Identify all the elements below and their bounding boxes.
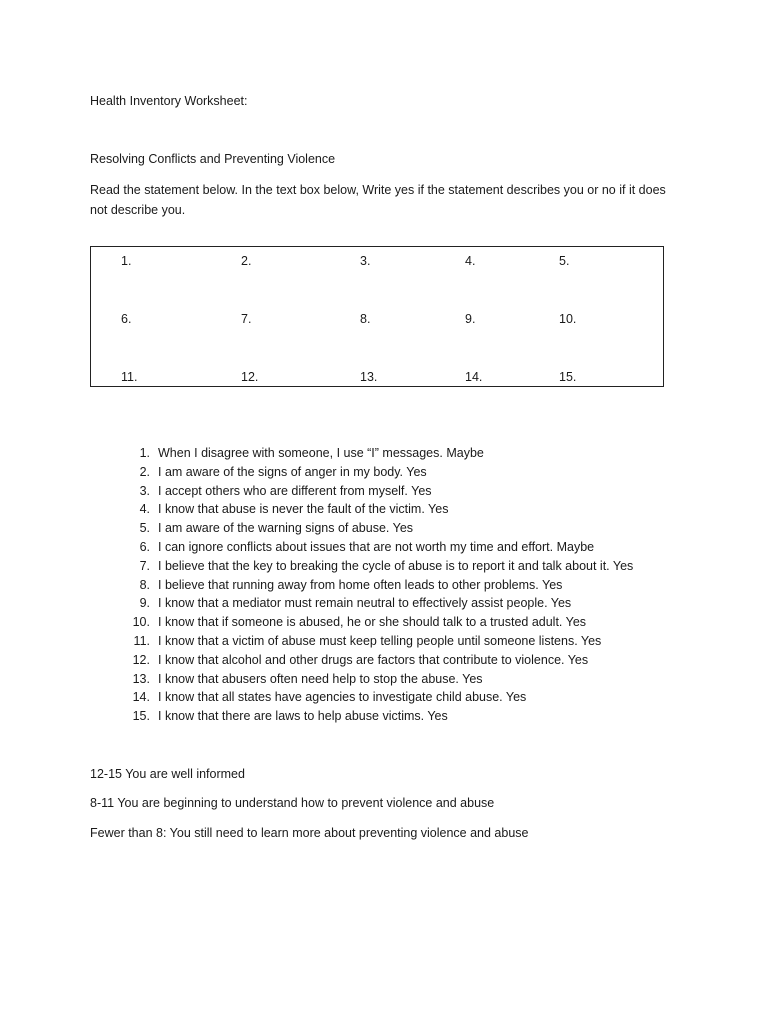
statement-number: 2. [139,464,150,479]
statement-item [130,576,633,595]
worksheet-title: Health Inventory Worksheet: [90,94,248,108]
statement-number: 13. [132,671,150,686]
statement-number: 5. [139,521,150,536]
statement-item [130,519,633,538]
statement-number: 8. [139,577,150,592]
statement-text: I am aware of the signs of anger in my body. Yes [158,464,427,479]
statement-item [130,500,633,519]
answer-slot-label: 14. [465,370,483,384]
instructions-paragraph: Read the statement below. In the text box below, Write yes if the statement describes you or no if it does not describe you. [90,183,666,217]
statement-text: I believe that the key to breaking the cycle of abuse is to report it and talk about it. Yes [158,558,634,573]
statement-item [130,557,633,576]
statement-item [130,538,633,557]
answer-slot-label: 8. [360,312,371,326]
answer-slot-label: 13. [360,370,378,384]
answer-slot-label: 3. [360,254,371,268]
statement-item [130,651,633,670]
score-range-mid: 8-11 You are beginning to understand how to prevent violence and abuse [90,796,495,810]
statement-number: 14. [132,690,150,705]
answer-slot-label: 4. [465,254,476,268]
statement-number: 10. [132,615,150,630]
statement-text: I know that abusers often need help to stop the abuse. Yes [158,671,483,686]
answer-slot-label: 15. [559,370,577,384]
statement-text: I know that alcohol and other drugs are factors that contribute to violence. Yes [158,652,589,667]
statement-item [130,670,633,689]
statement-item [130,707,633,726]
statement-number: 15. [132,709,150,724]
statement-number: 4. [139,502,150,517]
statement-item [130,463,633,482]
statement-text: I know that a mediator must remain neutral to effectively assist people. Yes [158,596,572,611]
answer-slot-label: 6. [121,312,132,326]
answer-text-box[interactable] [90,246,664,387]
statement-number: 11. [133,633,150,648]
statement-number: 7. [139,558,150,573]
statement-item [130,594,633,613]
statement-text: I accept others who are different from myself. Yes [158,483,432,498]
statement-number: 3. [139,483,150,498]
statement-text: I know that all states have agencies to investigate child abuse. Yes [158,690,527,705]
answer-slot-label: 10. [559,312,577,326]
statement-text: I know that there are laws to help abuse victims. Yes [158,709,448,724]
answer-slot-label: 7. [241,312,252,326]
answer-slot-label: 2. [241,254,252,268]
statement-text: I am aware of the warning signs of abuse. Yes [158,521,414,536]
statement-number: 6. [139,539,150,554]
statement-item [130,632,633,651]
statement-number: 12. [132,652,150,667]
answer-slot-label: 12. [241,370,259,384]
statement-item [130,482,633,501]
statement-text: I know that if someone is abused, he or she should talk to a trusted adult. Yes [158,615,587,630]
statement-text: When I disagree with someone, I use “I” messages. Maybe [158,446,484,460]
statement-text: I believe that running away from home often leads to other problems. Yes [158,577,563,592]
answer-slot-label: 9. [465,312,476,326]
statement-item [130,613,633,632]
score-range-high: 12-15 You are well informed [90,767,245,781]
statement-number: 1. [139,446,150,460]
answer-slot-label: 5. [559,254,570,268]
statement-text: I can ignore conflicts about issues that are not worth my time and effort. Maybe [158,539,595,554]
statement-text: I know that a victim of abuse must keep telling people until someone listens. Yes [158,633,602,648]
statement-item [130,688,633,707]
statement-number: 9. [139,596,150,611]
statement-list [130,444,633,726]
answer-slot-label: 1. [121,254,132,268]
statement-item [130,444,633,463]
worksheet-subtitle: Resolving Conflicts and Preventing Violence [90,152,336,166]
statement-text: I know that abuse is never the fault of the victim. Yes [158,502,449,517]
score-range-low: Fewer than 8: You still need to learn more about preventing violence and abuse [90,826,529,840]
answer-slot-label: 11. [121,370,138,384]
